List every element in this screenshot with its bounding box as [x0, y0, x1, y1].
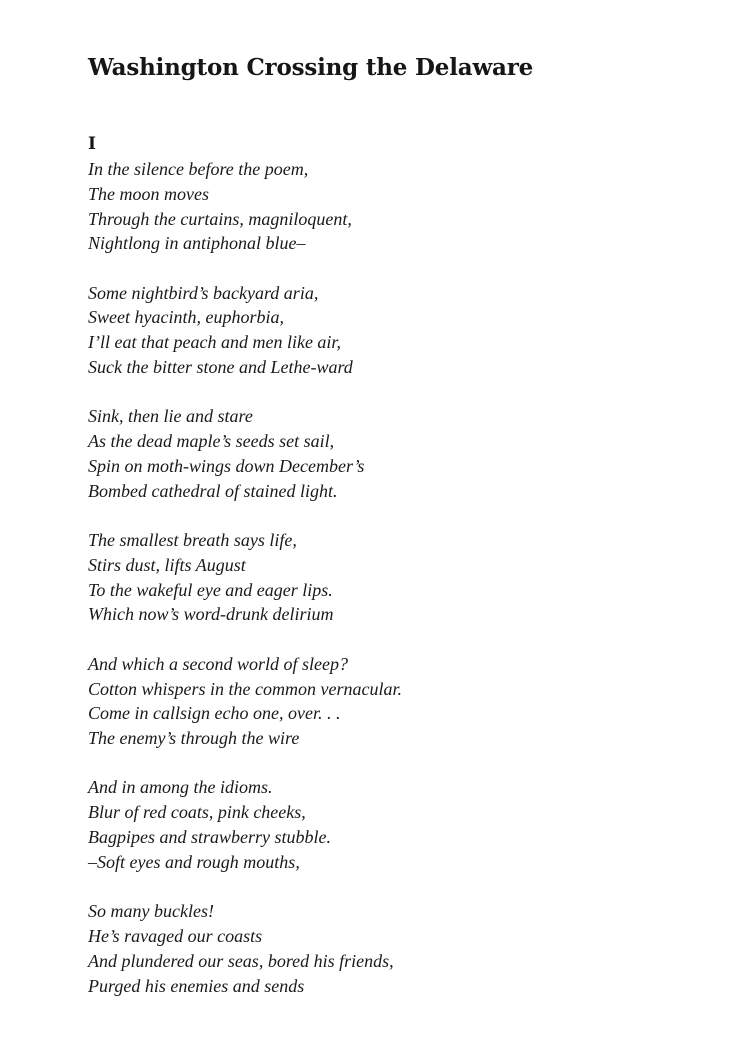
poem-line: To the wakeful eye and eager lips.	[88, 579, 333, 600]
poem-line: And which a second world of sleep?	[88, 653, 348, 674]
stanza	[88, 652, 708, 751]
poem-line: Suck the bitter stone and Lethe-ward	[88, 357, 353, 378]
poem-line: Come in callsign echo one, over. . .	[88, 703, 341, 724]
poem-line: The enemy’s through the wire	[88, 728, 300, 749]
poem-line: Bombed cathedral of stained light.	[88, 480, 338, 501]
poem-line: In the silence before the poem,	[88, 159, 309, 179]
poem-line: Cotton whispers in the common vernacular.	[88, 678, 402, 699]
poem-line: And in among the idioms.	[88, 777, 273, 798]
stanza	[88, 528, 708, 627]
poem-line: Stirs dust, lifts August	[88, 554, 246, 575]
poem-line: Nightlong in antiphonal blue–	[88, 233, 306, 254]
stanza	[88, 157, 708, 256]
section-number: I	[88, 134, 96, 154]
poem-line: Spin on moth-wings down December’s	[88, 455, 365, 476]
poem-title: Washington Crossing the Delaware	[88, 54, 534, 81]
poem-line: Which now’s word-drunk delirium	[88, 604, 334, 625]
poem-line: Sink, then lie and stare	[88, 406, 253, 427]
stanza	[88, 281, 708, 380]
stanza	[88, 899, 708, 998]
poem-body	[88, 131, 708, 998]
poem-line: And plundered our seas, bored his friends,	[88, 950, 394, 971]
stanza	[88, 404, 708, 503]
poem-line: The moon moves	[88, 183, 209, 204]
poem-line: The smallest breath says life,	[88, 530, 297, 551]
poem-line: As the dead maple’s seeds set sail,	[88, 431, 335, 452]
poem-line: Some nightbird’s backyard aria,	[88, 282, 319, 303]
poem-line: Purged his enemies and sends	[88, 975, 305, 996]
poem-line: Through the curtains, magniloquent,	[88, 208, 352, 229]
stanza	[88, 775, 708, 874]
poem-line: He’s ravaged our coasts	[88, 925, 263, 946]
poem-line: So many buckles!	[88, 901, 214, 922]
poem-line: I’ll eat that peach and men like air,	[88, 332, 341, 353]
poem-line: Blur of red coats, pink cheeks,	[88, 802, 306, 823]
poem-line: Sweet hyacinth, euphorbia,	[88, 307, 284, 328]
poem-line: Bagpipes and strawberry stubble.	[88, 827, 331, 848]
poem-line: –Soft eyes and rough mouths,	[88, 851, 300, 872]
